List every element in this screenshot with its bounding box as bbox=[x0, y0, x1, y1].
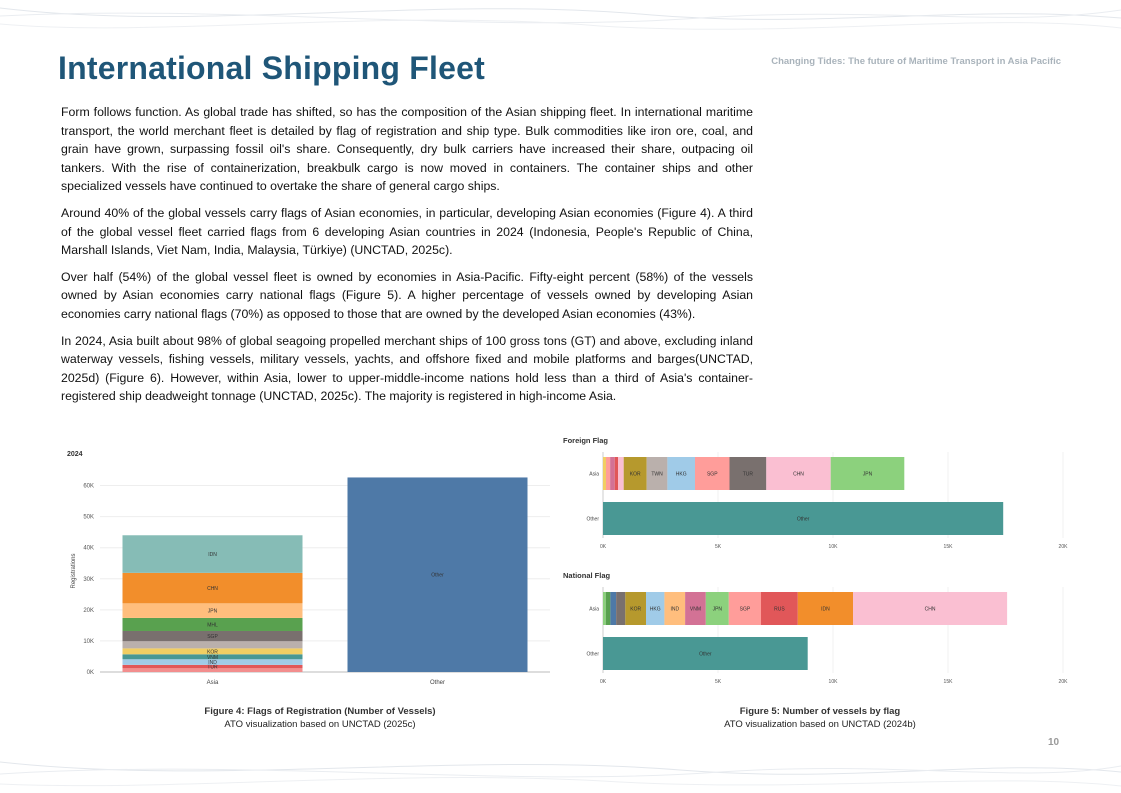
figure-4-chart bbox=[50, 440, 560, 695]
bar-segment bbox=[606, 457, 610, 490]
data-label: Other bbox=[796, 516, 810, 523]
data-label: JPN bbox=[862, 471, 873, 478]
figure-5-caption bbox=[620, 705, 1020, 731]
data-label: HKG bbox=[649, 606, 661, 613]
x-tick-label: 20K bbox=[1058, 544, 1068, 550]
data-label: KOR bbox=[629, 471, 641, 478]
data-label: Other bbox=[431, 572, 444, 579]
figure-4-caption-title: Figure 4: Flags of Registration (Number of Vessels) bbox=[204, 706, 436, 717]
x-tick-label: 5K bbox=[714, 679, 722, 685]
data-label: JPN bbox=[207, 608, 218, 615]
figure-5 bbox=[560, 430, 1080, 695]
bar-segment bbox=[603, 457, 606, 490]
body-text bbox=[61, 103, 753, 414]
figure-5-caption-title: Figure 5: Number of vessels by flag bbox=[739, 706, 901, 717]
data-label: Other bbox=[699, 651, 712, 658]
x-tick-label: 5K bbox=[714, 544, 722, 550]
bar-segment bbox=[610, 457, 615, 490]
y-tick-label: 30K bbox=[83, 576, 94, 583]
data-label: IND bbox=[208, 660, 217, 667]
data-label: JPN bbox=[712, 606, 723, 613]
x-tick-label: Other bbox=[429, 680, 446, 686]
data-label: TUR bbox=[207, 664, 218, 671]
data-label: RUS bbox=[774, 606, 785, 613]
y-tick-label: 50K bbox=[83, 514, 94, 521]
x-tick-label: 10K bbox=[828, 679, 838, 685]
paragraph: Around 40% of the global vessels carry flags of Asian economies, in particular, developing Asian economies (Figure 4). A third of the global vessel fleet carried flags from 6 developing Asian countries in 2024 (Indonesia, People's Republic of China, Marshall Islands, Viet Nam, India, Malaysia, Türkiye) (UNCTAD, 2025c). bbox=[61, 205, 753, 258]
data-label: IDN bbox=[821, 606, 830, 613]
y-tick-label: Asia bbox=[589, 471, 599, 478]
figure-4-caption-source: ATO visualization based on UNCTAD (2025c) bbox=[224, 719, 416, 730]
figure-5-caption-source: ATO visualization based on UNCTAD (2024b) bbox=[724, 719, 916, 730]
y-tick-label: Other bbox=[586, 651, 599, 658]
panel-title: Foreign Flag bbox=[563, 436, 608, 445]
figure-4-caption bbox=[120, 705, 520, 731]
y-tick-label: 40K bbox=[83, 545, 94, 552]
y-tick-label: Other bbox=[586, 516, 599, 523]
paragraph: In 2024, Asia built about 98% of global seagoing propelled merchant ships of 100 gross tons (GT) and above, excluding inland waterway vessels, fishing vessels, military vessels, yachts, and offshore fixed and mobile platforms and barges(UNCTAD, 2025d) (Figure 6). However, within Asia, lower to upper-middle-income nations hold less than a third of Asia's container-registered ship deadweight tonnage (UNCTAD, 2025c). The majority is registered in high-income Asia. bbox=[61, 333, 753, 404]
data-label: VNM bbox=[689, 606, 702, 613]
bar-segment bbox=[606, 592, 611, 625]
y-axis-label: Registrations bbox=[71, 553, 77, 589]
figure-5-chart bbox=[560, 430, 1080, 695]
data-label: VNM bbox=[206, 654, 219, 661]
data-label: SGP bbox=[207, 634, 218, 641]
data-label: SGP bbox=[739, 606, 751, 613]
x-tick-label: Asia bbox=[206, 680, 219, 686]
data-label: MHL bbox=[207, 622, 218, 629]
data-label: KOR bbox=[207, 649, 218, 656]
data-label: TUR bbox=[742, 471, 754, 478]
x-tick-label: 0K bbox=[599, 679, 607, 685]
bar-segment bbox=[603, 592, 606, 625]
x-tick-label: 0K bbox=[599, 544, 607, 550]
x-tick-label: 15K bbox=[943, 679, 953, 685]
paragraph: Form follows function. As global trade has shifted, so has the composition of the Asian shipping fleet. In international maritime transport, the world merchant fleet is detailed by flag of registration and ship type. Bulk commodities like iron ore, coal, and grain have grown, surpassing fossil oil's share. Consequently, dry bulk carriers have increased their share, outpacing oil tankers. With the rise of containerization, breakbulk cargo is now moved in containers. The container ships and other specialized vessels have continued to overtake the share of general cargo ships. bbox=[61, 105, 753, 194]
chart-title: 2024 bbox=[67, 451, 83, 458]
panel-title: National Flag bbox=[563, 571, 611, 580]
data-label: SGP bbox=[706, 471, 718, 478]
x-tick-label: 20K bbox=[1058, 679, 1068, 685]
data-label: CHN bbox=[924, 606, 936, 613]
y-tick-label: 0K bbox=[86, 670, 94, 676]
bar-segment bbox=[123, 641, 303, 648]
x-tick-label: 15K bbox=[943, 544, 953, 550]
data-label: IND bbox=[670, 606, 680, 613]
bar-segment bbox=[610, 592, 616, 625]
y-tick-label: 10K bbox=[83, 638, 94, 645]
bar-segment bbox=[615, 457, 618, 490]
figure-4 bbox=[50, 440, 560, 695]
page-number: 10 bbox=[1048, 737, 1060, 748]
top-wave-decoration bbox=[0, 0, 1121, 40]
paragraph: Over half (54%) of the global vessel fleet is owned by economies in Asia-Pacific. Fifty-eight percent (58%) of the vessels owned by Asian economies carry national flags (Figure 5). A higher percentage of vessels owned by developing Asian economies carry national flags (70%) as opposed to those that are owned by the developed Asian economies (43%). bbox=[61, 269, 753, 321]
data-label: IDN bbox=[208, 552, 217, 559]
data-label: CHN bbox=[793, 471, 804, 478]
data-label: HKG bbox=[675, 471, 687, 478]
x-tick-label: 10K bbox=[828, 544, 838, 550]
y-tick-label: Asia bbox=[589, 606, 599, 613]
y-tick-label: 20K bbox=[83, 607, 94, 614]
bar-segment bbox=[616, 592, 625, 625]
bottom-wave-decoration bbox=[0, 748, 1121, 793]
running-header: Changing Tides: The future of Maritime Transport in Asia Pacific bbox=[771, 56, 1061, 67]
page-title: International Shipping Fleet bbox=[58, 50, 485, 86]
bar-segment bbox=[618, 457, 624, 490]
data-label: KOR bbox=[630, 606, 642, 613]
y-tick-label: 60K bbox=[83, 483, 94, 490]
data-label: TWN bbox=[651, 471, 663, 478]
data-label: CHN bbox=[207, 586, 218, 593]
